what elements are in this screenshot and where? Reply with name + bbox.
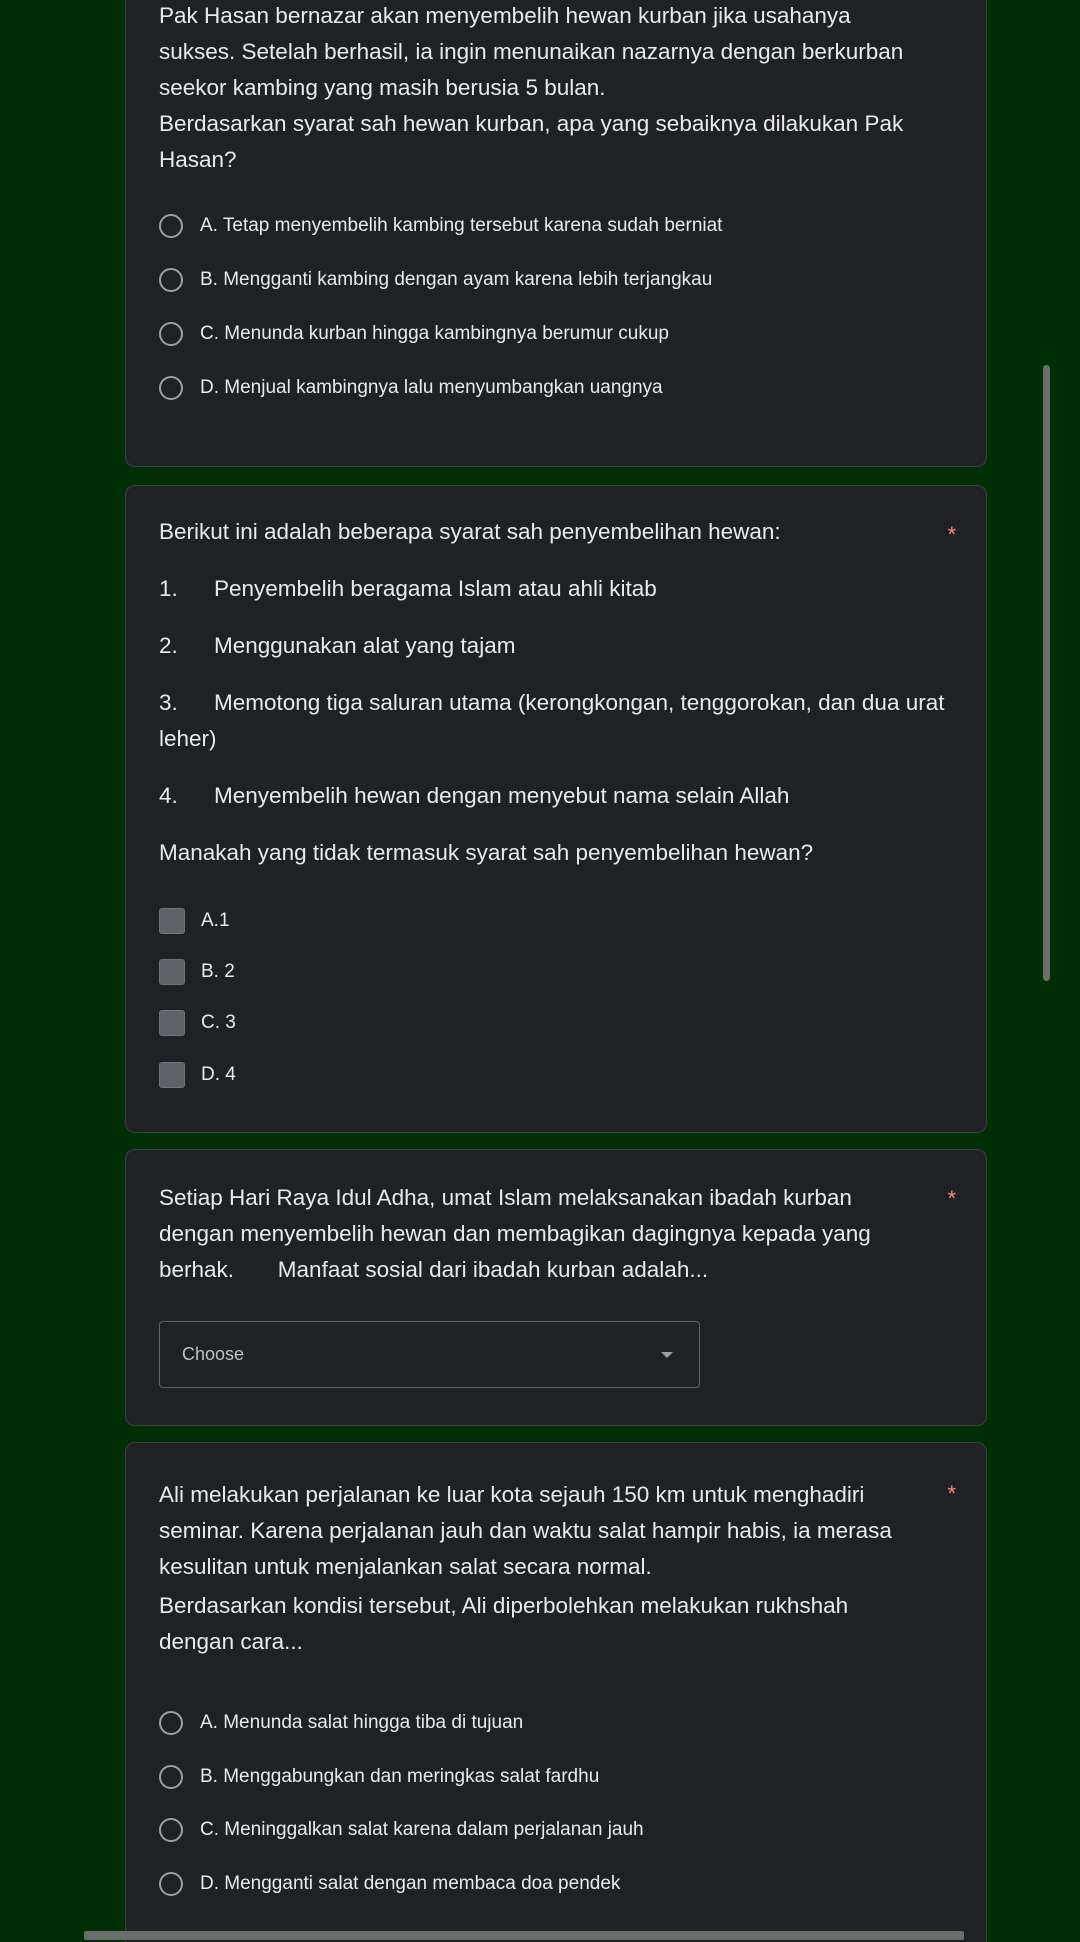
list-item: 4. Menyembelih hewan dengan menyebut nama selain Allah — [159, 783, 790, 808]
vertical-scrollbar[interactable] — [1043, 365, 1050, 981]
answer-dropdown[interactable]: Choose — [159, 1321, 700, 1388]
radio-button[interactable] — [159, 214, 183, 238]
question-prompt: Berdasarkan syarat sah hewan kurban, apa yang sebaiknya dilakukan Pak Hasan? — [159, 111, 904, 172]
checkbox[interactable] — [159, 1062, 185, 1088]
question-text: Ali melakukan perjalanan ke luar kota sejauh 150 km untuk menghadiri seminar. Karena perjalanan jauh dan waktu salat hampir habis, ia merasa kesulitan untuk menjalankan salat secara normal. — [159, 1482, 892, 1579]
checkbox[interactable] — [159, 1010, 185, 1036]
list-item: 3. Memotong tiga saluran utama (kerongkongan, tenggorokan, dan dua urat leher) — [159, 690, 945, 751]
radio-option-a[interactable]: A. Tetap menyembelih kambing tersebut karena sudah berniat — [159, 210, 722, 242]
checkbox-option-c[interactable]: C. 3 — [159, 1007, 236, 1039]
question-card-2 — [125, 485, 987, 1133]
list-item: 2. Menggunakan alat yang tajam — [159, 633, 516, 658]
question-card-1 — [125, 0, 987, 467]
radio-button[interactable] — [159, 376, 183, 400]
required-mark: * — [947, 522, 956, 547]
required-mark: * — [947, 1481, 956, 1506]
question-text: Pak Hasan bernazar akan menyembelih hewan kurban jika usahanya sukses. Setelah berhasil, ia ingin menunaikan nazarnya dengan berkurban seekor kambing yang masih berusia 5 bulan. — [159, 3, 904, 100]
question-card-3 — [125, 1149, 987, 1426]
radio-button[interactable] — [159, 322, 183, 346]
radio-option-a[interactable]: A. Menunda salat hingga tiba di tujuan — [159, 1707, 523, 1739]
radio-button[interactable] — [159, 268, 183, 292]
horizontal-scrollbar[interactable] — [84, 1931, 964, 1940]
question-prompt: Berdasarkan kondisi tersebut, Ali diperbolehkan melakukan rukhshah dengan cara... — [159, 1593, 849, 1654]
radio-option-c[interactable]: C. Meninggalkan salat karena dalam perjalanan jauh — [159, 1814, 644, 1846]
checkbox-option-d[interactable]: D. 4 — [159, 1059, 236, 1091]
required-mark: * — [947, 1186, 956, 1211]
checkbox[interactable] — [159, 908, 185, 934]
radio-button[interactable] — [159, 1765, 183, 1789]
caret-down-icon — [661, 1352, 673, 1358]
list-item: 1. Penyembelih beragama Islam atau ahli kitab — [159, 576, 657, 601]
checkbox[interactable] — [159, 959, 185, 985]
radio-option-c[interactable]: C. Menunda kurban hingga kambingnya berumur cukup — [159, 318, 669, 350]
checkbox-option-b[interactable]: B. 2 — [159, 956, 235, 988]
radio-option-d[interactable]: D. Menjual kambingnya lalu menyumbangkan uangnya — [159, 372, 663, 404]
radio-option-d[interactable]: D. Mengganti salat dengan membaca doa pendek — [159, 1868, 620, 1900]
radio-button[interactable] — [159, 1818, 183, 1842]
question-card-4 — [125, 1442, 987, 1942]
question-prompt: Manakah yang tidak termasuk syarat sah penyembelihan hewan? — [159, 840, 814, 865]
radio-button[interactable] — [159, 1872, 183, 1896]
question-intro: Berikut ini adalah beberapa syarat sah penyembelihan hewan: — [159, 519, 781, 544]
radio-option-b[interactable]: B. Menggabungkan dan meringkas salat fardhu — [159, 1761, 599, 1793]
radio-button[interactable] — [159, 1711, 183, 1735]
checkbox-option-a[interactable]: A.1 — [159, 905, 230, 937]
question-text: Setiap Hari Raya Idul Adha, umat Islam melaksanakan ibadah kurban dengan menyembelih hewan dan membagikan dagingnya kepada yang berhak. Manfaat sosial dari ibadah kurban adalah... — [159, 1185, 871, 1282]
radio-option-b[interactable]: B. Mengganti kambing dengan ayam karena lebih terjangkau — [159, 264, 712, 296]
